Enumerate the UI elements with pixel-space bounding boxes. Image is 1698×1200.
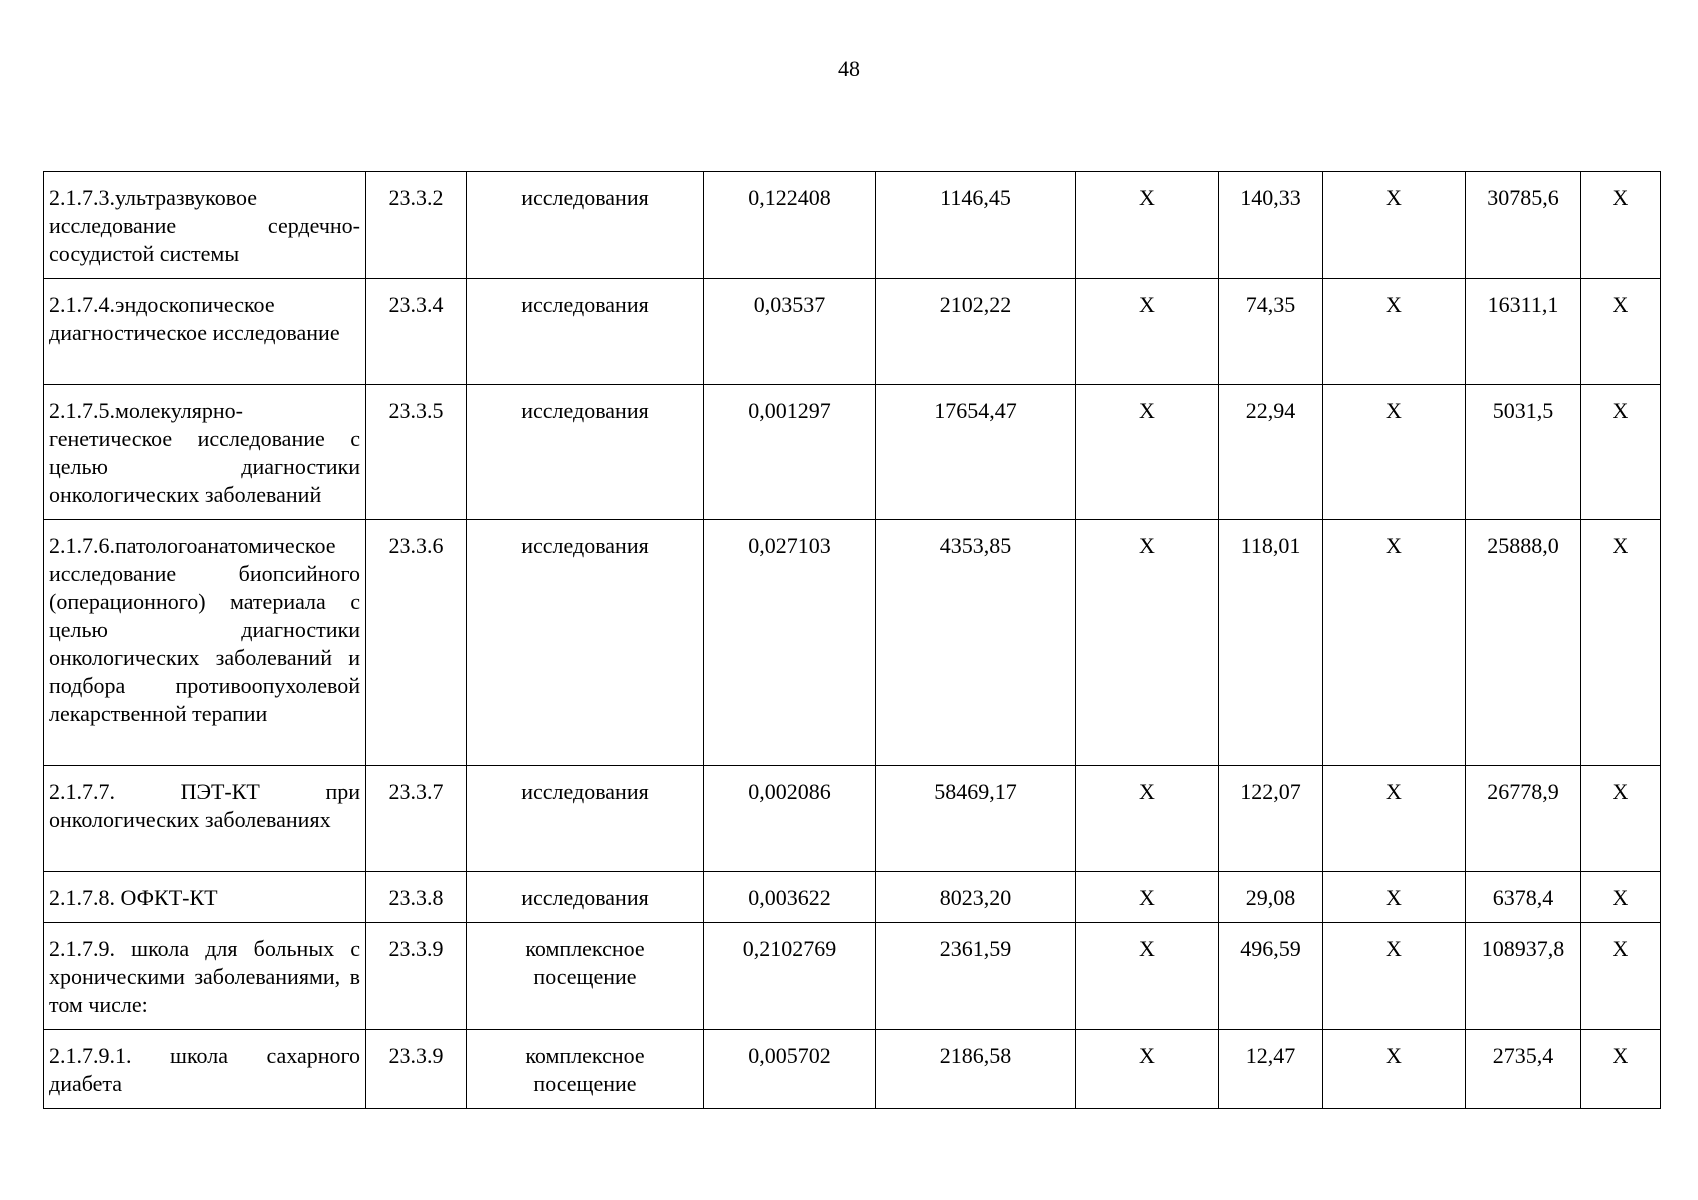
x-cell: Х (1323, 1030, 1466, 1109)
name-cell: 2.1.7.5.молекулярно-генетическое исследование с целью диагностики онкологических заболеваний (44, 385, 366, 520)
norm-cell: 0,003622 (704, 872, 876, 923)
value-cell: 12,47 (1219, 1030, 1323, 1109)
total-cell: 25888,0 (1466, 520, 1581, 766)
x-cell: Х (1323, 279, 1466, 385)
value-cell: 22,94 (1219, 385, 1323, 520)
x-cell: Х (1581, 172, 1661, 279)
total-cell: 6378,4 (1466, 872, 1581, 923)
x-cell: Х (1581, 1030, 1661, 1109)
x-cell: Х (1076, 279, 1219, 385)
norm-cell: 0,002086 (704, 766, 876, 872)
x-cell: Х (1581, 385, 1661, 520)
table-row (44, 172, 1661, 279)
code-cell: 23.3.7 (366, 766, 467, 872)
x-cell: Х (1076, 1030, 1219, 1109)
code-cell: 23.3.8 (366, 872, 467, 923)
unit-cell: исследования (467, 279, 704, 385)
value-cell: 122,07 (1219, 766, 1323, 872)
x-cell: Х (1323, 385, 1466, 520)
unit-cell: комплексное посещение (467, 923, 704, 1030)
x-cell: Х (1323, 872, 1466, 923)
table-row (44, 279, 1661, 385)
cost-cell: 58469,17 (876, 766, 1076, 872)
x-cell: Х (1581, 766, 1661, 872)
x-cell: Х (1581, 279, 1661, 385)
name-cell: 2.1.7.4.эндоскопическое диагностическое исследование (44, 279, 366, 385)
total-cell: 5031,5 (1466, 385, 1581, 520)
x-cell: Х (1076, 385, 1219, 520)
cost-cell: 8023,20 (876, 872, 1076, 923)
x-cell: Х (1323, 172, 1466, 279)
norm-cell: 0,027103 (704, 520, 876, 766)
x-cell: Х (1323, 520, 1466, 766)
table-row (44, 1030, 1661, 1109)
cost-cell: 4353,85 (876, 520, 1076, 766)
name-cell: 2.1.7.3.ультразвуковое исследование сердечно-сосудистой системы (44, 172, 366, 279)
code-cell: 23.3.6 (366, 520, 467, 766)
data-table (43, 171, 1661, 1109)
cost-cell: 17654,47 (876, 385, 1076, 520)
value-cell: 118,01 (1219, 520, 1323, 766)
norm-cell: 0,005702 (704, 1030, 876, 1109)
unit-cell: исследования (467, 172, 704, 279)
value-cell: 29,08 (1219, 872, 1323, 923)
value-cell: 496,59 (1219, 923, 1323, 1030)
page-number: 48 (838, 56, 860, 81)
total-cell: 2735,4 (1466, 1030, 1581, 1109)
x-cell: Х (1076, 766, 1219, 872)
norm-cell: 0,2102769 (704, 923, 876, 1030)
unit-cell: исследования (467, 872, 704, 923)
total-cell: 16311,1 (1466, 279, 1581, 385)
table-row (44, 872, 1661, 923)
cost-cell: 2186,58 (876, 1030, 1076, 1109)
total-cell: 30785,6 (1466, 172, 1581, 279)
name-cell: 2.1.7.9.1. школа сахарного диабета (44, 1030, 366, 1109)
table-row (44, 385, 1661, 520)
unit-cell: исследования (467, 766, 704, 872)
x-cell: Х (1581, 923, 1661, 1030)
code-cell: 23.3.4 (366, 279, 467, 385)
table-row (44, 923, 1661, 1030)
unit-cell: комплексное посещение (467, 1030, 704, 1109)
x-cell: Х (1076, 172, 1219, 279)
x-cell: Х (1076, 923, 1219, 1030)
name-cell: 2.1.7.7. ПЭТ-КТ при онкологических заболеваниях (44, 766, 366, 872)
unit-cell: исследования (467, 385, 704, 520)
norm-cell: 0,122408 (704, 172, 876, 279)
x-cell: Х (1323, 766, 1466, 872)
name-cell: 2.1.7.6.патологоанатомическое исследование биопсийного (операционного) материала с целью диагностики онкологических заболеваний и подбора противоопухолевой лекарственной терапии (44, 520, 366, 766)
x-cell: Х (1076, 872, 1219, 923)
code-cell: 23.3.9 (366, 1030, 467, 1109)
total-cell: 26778,9 (1466, 766, 1581, 872)
x-cell: Х (1323, 923, 1466, 1030)
value-cell: 74,35 (1219, 279, 1323, 385)
table-row (44, 520, 1661, 766)
x-cell: Х (1581, 520, 1661, 766)
code-cell: 23.3.5 (366, 385, 467, 520)
cost-cell: 2102,22 (876, 279, 1076, 385)
code-cell: 23.3.9 (366, 923, 467, 1030)
cost-cell: 2361,59 (876, 923, 1076, 1030)
name-cell: 2.1.7.8. ОФКТ-КТ (44, 872, 366, 923)
total-cell: 108937,8 (1466, 923, 1581, 1030)
name-cell: 2.1.7.9. школа для больных с хроническими заболеваниями, в том числе: (44, 923, 366, 1030)
value-cell: 140,33 (1219, 172, 1323, 279)
unit-cell: исследования (467, 520, 704, 766)
x-cell: Х (1076, 520, 1219, 766)
norm-cell: 0,03537 (704, 279, 876, 385)
norm-cell: 0,001297 (704, 385, 876, 520)
table-row (44, 766, 1661, 872)
code-cell: 23.3.2 (366, 172, 467, 279)
x-cell: Х (1581, 872, 1661, 923)
cost-cell: 1146,45 (876, 172, 1076, 279)
